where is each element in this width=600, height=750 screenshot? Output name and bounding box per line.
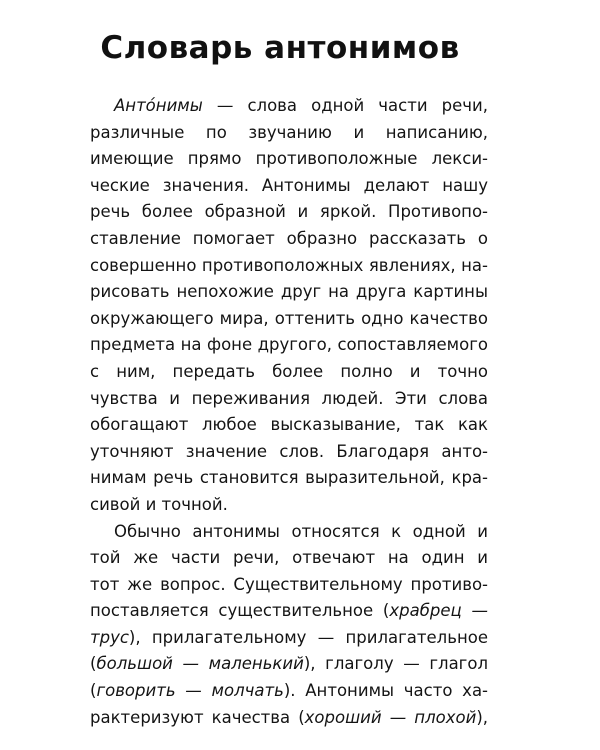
- text-line: [90, 386, 488, 413]
- text-run: — слова одной части речи,: [202, 96, 488, 115]
- text-run: тот же вопрос. Существительному противо-: [90, 574, 488, 594]
- text-line: [90, 545, 488, 572]
- italic-term: трус: [90, 627, 129, 647]
- text-run: ), глаголу — глагол: [303, 654, 488, 674]
- text-run: предмета на фоне другого, сопоставляемого: [90, 335, 488, 355]
- text-run: (: [90, 681, 97, 701]
- text-line: [90, 279, 488, 306]
- italic-term: хороший — плохой: [304, 707, 477, 727]
- text-line: [90, 651, 488, 678]
- text-line: [90, 120, 488, 147]
- italic-term: храбрец —: [389, 601, 488, 621]
- italic-term: говорить — молчать: [96, 681, 284, 701]
- text-run: с ним, передать более полно и точно: [90, 361, 488, 381]
- text-run: имеющие прямо противоположные лекси-: [90, 149, 488, 169]
- text-run: сивой и точной.: [90, 494, 228, 514]
- italic-term: большой — маленький: [96, 654, 304, 674]
- text-run: чувства и переживания людей. Эти слова: [90, 388, 488, 408]
- text-run: совершенно противоположных явлениях, на-: [90, 255, 488, 275]
- text-line: [90, 598, 488, 625]
- text-line: [90, 226, 488, 253]
- text-line: [90, 306, 488, 333]
- text-line: [90, 572, 488, 599]
- text-line: [90, 465, 488, 492]
- text-line: [90, 678, 488, 705]
- text-line: [90, 705, 488, 732]
- text-run: поставляется существительное (: [90, 601, 390, 621]
- text-line: [90, 412, 488, 439]
- text-run: рактеризуют качества (: [90, 707, 305, 727]
- text-line: [90, 359, 488, 386]
- text-line: [90, 625, 488, 652]
- italic-term: Антóнимы: [114, 96, 203, 115]
- text-run: рисовать непохожие друг на друга картины: [90, 282, 488, 302]
- text-line: [90, 492, 488, 519]
- text-run: обогащают любое высказывание, так как: [90, 415, 488, 435]
- article-body: [90, 93, 488, 731]
- text-line: [90, 173, 488, 200]
- text-line: [90, 332, 488, 359]
- text-line: [90, 439, 488, 466]
- text-run: ставление помогает образно рассказать о: [90, 228, 488, 248]
- text-line: [90, 93, 488, 120]
- page-title: Словарь антонимов: [100, 30, 460, 66]
- text-run: (: [90, 654, 97, 674]
- text-line: [90, 253, 488, 280]
- text-run: речь более образной и яркой. Противопо-: [90, 202, 488, 222]
- text-run: ческие значения. Антонимы делают нашу: [90, 175, 488, 195]
- text-line: [90, 519, 488, 546]
- text-line: [90, 146, 488, 173]
- text-run: ). Антонимы часто ха-: [283, 681, 489, 701]
- text-run: ),: [476, 707, 488, 727]
- text-run: уточняют значение слов. Благодаря анто-: [90, 441, 488, 461]
- text-run: той же части речи, отвечают на один и: [90, 548, 488, 568]
- text-run: различные по звучанию и написанию,: [90, 122, 488, 142]
- text-run: нимам речь становится выразительной, кра-: [90, 468, 488, 488]
- text-run: окружающего мира, оттенить одно качество: [90, 308, 488, 328]
- text-run: Обычно антонимы относятся к одной и: [114, 521, 488, 541]
- text-line: [90, 199, 488, 226]
- text-run: ), прилагательному — прилагательное: [128, 627, 488, 647]
